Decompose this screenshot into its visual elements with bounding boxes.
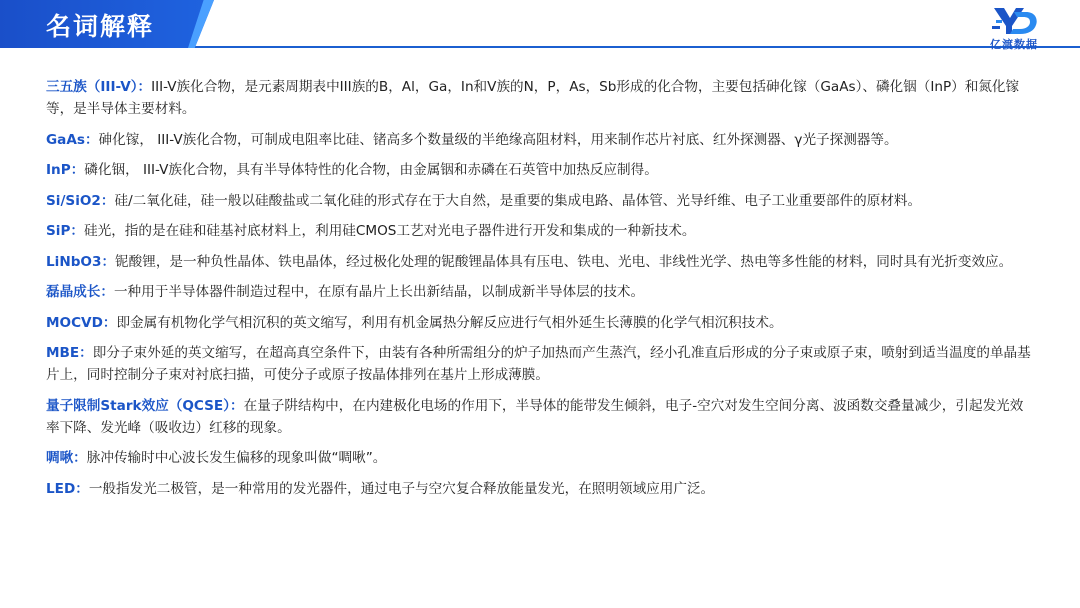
glossary-term: 啁啾： [46, 450, 87, 466]
glossary-definition: 即分子束外延的英文缩写，在超高真空条件下，由装有各种所需组分的炉子加热而产生蒸汽，经小孔准直后形成的分子束或原子束，喷射到适当温度的单晶基片上，同时控制分子束对衬底扫描，可使分子或原子按晶体排列在基片上形成薄膜。 [46, 345, 1031, 383]
brand-logo [988, 6, 1040, 50]
glossary-definition: 一般指发光二极管，是一种常用的发光器件，通过电子与空穴复合释放能量发光，在照明领域应用广泛。 [88, 480, 715, 497]
glossary-term: LiNbO3： [46, 253, 116, 270]
glossary-term: MBE： [46, 345, 93, 361]
glossary-list [46, 76, 1036, 508]
glossary-item [46, 312, 1036, 334]
glossary-item [46, 159, 1036, 181]
glossary-item [46, 190, 1036, 212]
glossary-item [46, 478, 1036, 500]
glossary-definition: 即金属有机物化学气相沉积的英文缩写，利用有机金属热分解反应进行气相外延生长薄膜的化学气相沉积技术。 [116, 314, 783, 331]
glossary-item [46, 251, 1036, 273]
glossary-item [46, 447, 1036, 469]
glossary-item [46, 220, 1036, 242]
glossary-definition: 硅/二氧化硅，硅一般以硅酸盐或二氧化硅的形式存在于大自然，是重要的集成电路、晶体管、光导纤维、电子工业重要部件的原材料。 [114, 192, 922, 209]
glossary-definition: 硅光，指的是在硅和硅基衬底材料上，利用硅CMOS工艺对光电子器件进行开发和集成的一种新技术。 [84, 223, 696, 239]
glossary-term: InP： [46, 162, 85, 178]
glossary-term: 磊晶成长： [46, 284, 114, 300]
glossary-definition: III-V族化合物，是元素周期表中III族的B，Al，Ga，In和V族的N，P，As，Sb形成的化合物，主要包括砷化镓（GaAs）、磷化铟（InP）和氮化镓等，是半导体主要材料。 [46, 79, 1020, 117]
glossary-definition: 磷化铟， III-V族化合物，具有半导体特性的化合物，由金属铟和赤磷在石英管中加热反应制得。 [84, 162, 658, 178]
brand-logo-icon [990, 6, 1038, 36]
glossary-term: 量子限制Stark效应（QCSE）： [46, 397, 244, 414]
glossary-item [46, 76, 1036, 120]
glossary-term: 三五族（III-V）： [46, 79, 152, 95]
glossary-term: MOCVD： [46, 314, 117, 331]
glossary-definition: 脉冲传输时中心波长发生偏移的现象叫做“啁啾”。 [86, 450, 387, 466]
glossary-item [46, 342, 1036, 386]
glossary-item [46, 281, 1036, 303]
glossary-item [46, 129, 1036, 151]
glossary-term: SiP： [46, 223, 85, 239]
glossary-term: GaAs： [46, 131, 99, 148]
glossary-definition: 砷化镓， III-V族化合物，可制成电阻率比硅、锗高多个数量级的半绝缘高阻材料，用来制作芯片衬底、红外探测器、γ光子探测器等。 [98, 131, 898, 148]
glossary-item [46, 395, 1036, 439]
glossary-term: LED： [46, 480, 89, 497]
glossary-definition: 一种用于半导体器件制造过程中，在原有晶片上长出新结晶，以制成新半导体层的技术。 [113, 284, 645, 300]
page-title: 名词解释 [46, 12, 155, 41]
glossary-definition: 铌酸锂，是一种负性晶体、铁电晶体，经过极化处理的铌酸锂晶体具有压电、铁电、光电、非线性光学、热电等多性能的材料，同时具有光折变效应。 [115, 253, 1013, 270]
glossary-definition: 在量子阱结构中，在内建极化电场的作用下，半导体的能带发生倾斜，电子-空穴对发生空间分离、波函数交叠量减少，引起发光效率下降、发光峰（吸收边）红移的现象。 [46, 397, 1024, 436]
brand-logo-text: 亿渡数据 [990, 38, 1038, 51]
glossary-term: Si/SiO2： [46, 192, 115, 209]
